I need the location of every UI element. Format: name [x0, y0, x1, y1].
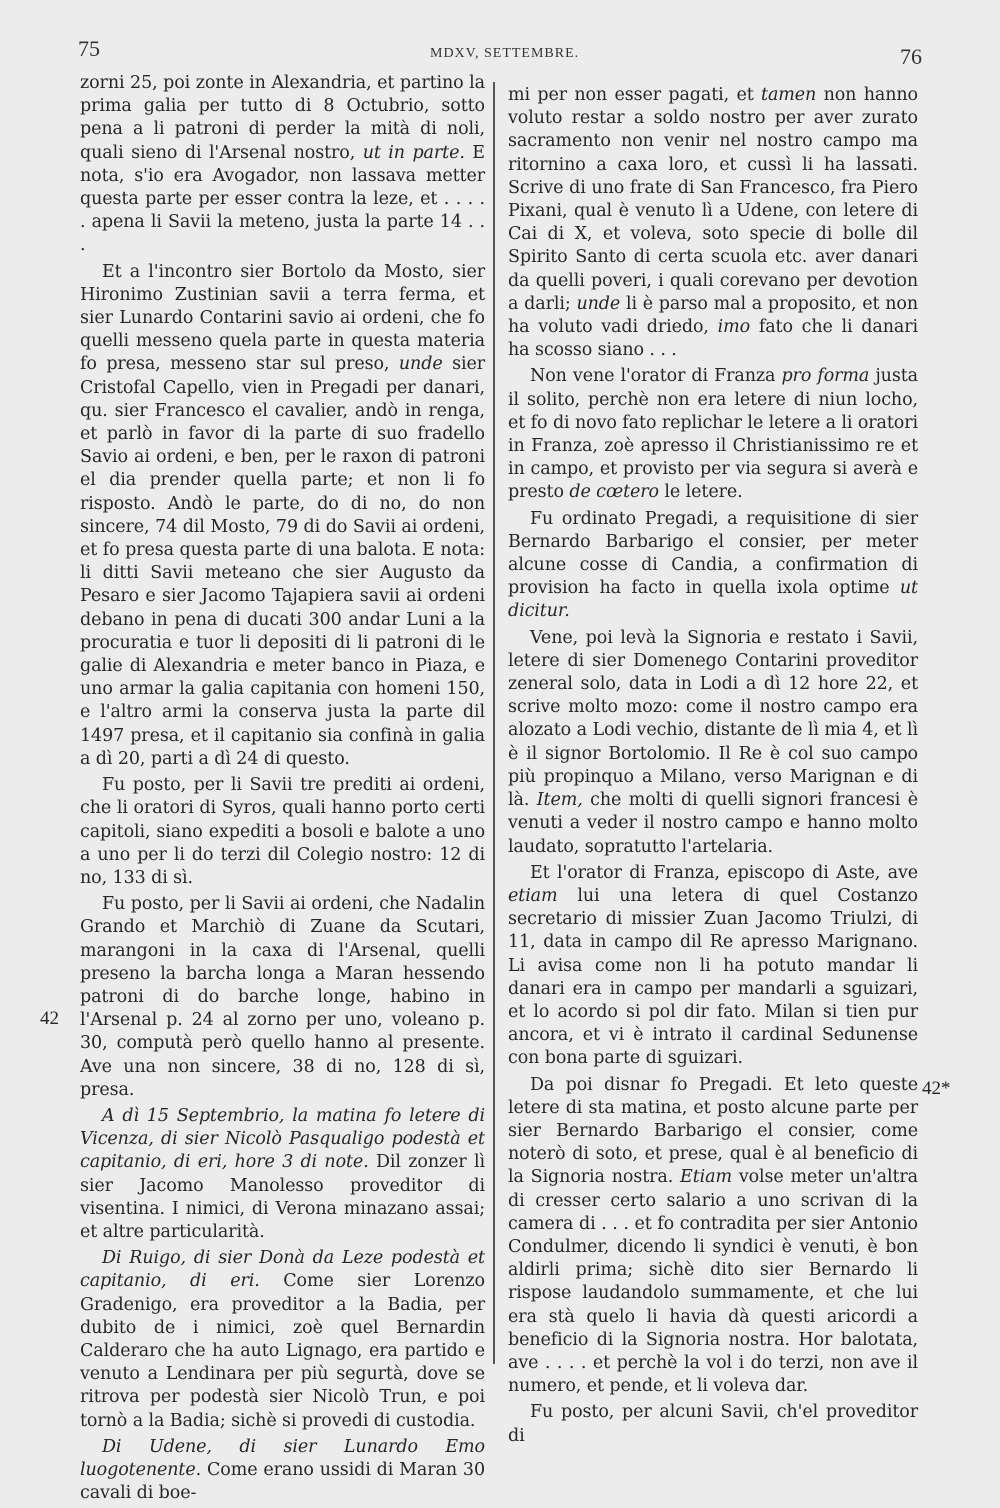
text-run: Et l'orator di Franza, episcopo di Aste, ave: [530, 862, 918, 883]
text-run: zorni 25, poi zonte in Alexandria, et partino la prima galia per tutto di 8 Octubrio, sotto pena a li patroni di perder la mità di noli, quali sieno di l'Arsenal nostro,: [80, 73, 485, 163]
italic-text: de cœtero: [569, 482, 659, 503]
text-run: non hanno voluto restar a soldo nostro per aver zurato sacramento non venir nel nostro campo ma ritornino a caxa loro, et cussì li ha lassati. Scrive di uno frate di San Francesco, fra Piero Pixani, qual è venuto lì a Udene, con letere di Cai di X, et voleva, soto specie di bolle dil Spirito Santo di certa scuola etc. aver danari da quelli poveri, i quali corevano per devotion a darli;: [508, 85, 918, 314]
paragraph: [508, 84, 918, 362]
italic-text: unde: [576, 293, 621, 314]
text-run: Non vene l'orator di Franza: [530, 366, 782, 387]
text-run: Et a l'incontro sier Bortolo da Mosto, sier Hironimo Zustinian savii a terra ferma, et sier Lunardo Contarini savio ai ordeni, che fo quelli messeno quela parte in questa materia fo presa, messeno star sul preso,: [80, 261, 485, 375]
text-run: Fu posto, per li Savii ai ordeni, che Nadalin Grando et Marchiò di Zuane da Scutari, marangoni in la caxa di l'Arsenal, quelli preseno la barcha longa a Maran hessendo patroni di do barche longe, habino in l'Arsenal p. 24 al zorno per uno, voleano p. 30, computà però quello hanno al presente. Ave una non sincere, 38 di no, 128 di sì, presa.: [80, 894, 485, 1100]
text-run: Dil zonzer lì sier Jacomo Manolesso proveditor di visentina. I nimici, di Verona minazano assai; et altre particularità.: [80, 1152, 485, 1242]
italic-text: imo: [717, 317, 751, 338]
text-run: li è parso mal a proposito, et non ha voluto vadi driedo,: [508, 293, 918, 338]
margin-note-right: 42*: [922, 1078, 951, 1099]
italic-text: A dì 15 Septembrio, la matina fo letere di Vicenza, di sier Nicolò Pasqualigo podestà et capitanio, di eri, hore 3 di note.: [80, 1105, 485, 1173]
italic-text: Item,: [536, 790, 583, 811]
text-run: lui una letera di quel Costanzo secretario di missier Zuan Jacomo Triulzi, di 11, data in campo dil Re apresso Marignano. Li avisa come non li ha potuto mandar li danari era in campo per mandarli a sguizari, et lo acordo si pol dir fato. Milan si tien pur ancora, et vi è intrato il cardinal Sedunense con bona parte di sguizari.: [508, 885, 918, 1069]
text-run: Da poi disnar fo Pregadi. Et leto queste letere di sta matina, et posto alcune parte per sier Bernardo Barbarigo el consier, come noterò di soto, et prese, qual è al beneficio di la Signoria nostra.: [508, 1074, 918, 1188]
paragraph: [80, 1436, 485, 1506]
paragraph: [508, 365, 918, 504]
text-run: sier Cristofal Capello, vien in Pregadi per danari, qu. sier Francesco el cavalier, andò in renga, et parlò in favor di la parte di suo fradello Savio ai ordeni, e ben, per le raxon di patroni el dia prender quella parte; et non li fo risposto. Andò le parte, do di no, do non sincere, 74 dil Mosto, 79 di do Savii ai ordeni, et fo presa questa parte di una balota. E nota: li ditti Savii meteano che sier Augusto da Pesaro e sier Jacomo Tajapiera savii ai ordeni debano in pena di ducati 300 andar Luni a la procuratia e tuor li depositi di li patroni di le galie di Alexandria e meter banco in Piaza, e uno armar la galia capitania con homeni 150, e l'altro armi la conserva justa la parte dil 1497 presa, et il capitanio sia confinà in galia a dì 20, parti a dì 24 di questo.: [80, 354, 485, 769]
running-title: MDXV, SETTEMBRE.: [430, 46, 580, 61]
text-run: mi per non esser pagati, et: [508, 85, 762, 105]
paragraph: [80, 1247, 485, 1433]
paragraph: [80, 1105, 485, 1244]
margin-note-left: 42: [40, 1008, 59, 1029]
italic-text: tamen: [761, 85, 817, 105]
column-divider: [493, 82, 495, 1364]
paragraph: [508, 1074, 918, 1399]
paragraph: [80, 774, 485, 890]
italic-text: ut in parte.: [362, 142, 465, 163]
text-run: che molti di quelli signori francesi è venuti a veder il nostro campo e hanno molto laudato, sopratutto l'artelaria.: [508, 790, 918, 857]
text-run: Fu posto, per alcuni Savii, ch'el proveditor di: [508, 1402, 918, 1446]
text-run: Fu posto, per li Savii tre prediti ai ordeni, che li oratori di Syros, quali hanno porto certi capitoli, siano expediti a bosoli e balote a uno a uno per li do terzi dil Colegio nostro: 12 di no, 133 di sì.: [80, 775, 485, 888]
italic-text: pro forma: [781, 366, 870, 387]
italic-text: unde: [398, 354, 443, 375]
paragraph: [80, 261, 485, 771]
page-number-left: 75: [78, 36, 100, 61]
text-run: le letere.: [658, 482, 743, 503]
left-column: [80, 72, 485, 1508]
paragraph: [80, 72, 485, 258]
italic-text: Di Udene, di sier Lunardo Emo luogotenente.: [80, 1436, 485, 1480]
italic-text: Etiam: [680, 1167, 732, 1188]
text-run: Come sier Lorenzo Gradenigo, era proveditor a la Badia, per dubito de i nimici, zoè quel Bernardin Calderaro che ha auto Lignago, era partido e venuto a Lendinara per più segurtà, dove se ritrova per podestà sier Nicolò Trun, e poi tornò a la Badia; sichè si provedi di custodia.: [80, 1271, 485, 1431]
text-run: volse meter un'altra di cresser certo salario a uno scrivan di la camera di . . . et fo contradita per sier Antonio Condulmer, dicendo li syndici è venuti, è bon aldirli prima; sichè dito sier Bernardo li rispose laudandolo summamente, et che lui era stà quelo li havia dà questi aricordi a beneficio di la Signoria nostra. Hor balotata, ave . . . . et perchè la vol i do terzi, non ave il numero, et pende, et li voleva dar.: [508, 1167, 918, 1397]
text-run: Fu ordinato Pregadi, a requisitione di sier Bernardo Barbarigo el consier, per meter alcune cosse di Candia, a confirmation di provision ha facto in quella ixola optime: [508, 508, 918, 599]
paragraph: [508, 508, 918, 624]
paragraph: [80, 893, 485, 1102]
text-run: E nota, s'io era Avogador, non lassava metter questa parte per esser contra la leze, et . . . . . apena li Savii la meteno, justa la parte 14 . . .: [80, 142, 485, 256]
italic-text: etiam: [508, 885, 558, 906]
italic-text: Di Ruigo, di sier Donà da Leze podestà et capitanio, di eri.: [80, 1248, 485, 1292]
text-run: fato che li danari ha scosso siano . . .: [508, 317, 918, 361]
paragraph: [508, 862, 918, 1071]
text-run: justa il solito, perchè non era letere di niun locho, et fo di novo fato replichar le letere a li oratori in Franza, zoè apresso il Christianissimo re et in campo, et provisto per via segura si averà e presto: [508, 366, 918, 503]
paragraph: [508, 1401, 918, 1447]
text-run: Vene, poi levà la Signoria e restato i Savii, letere di sier Domenego Contarini proveditor zeneral solo, data in Lodi a dì 12 hore 22, et scrive molto mozo: come il nostro campo era alozato a Lodi vechio, distante de lì mia 4, et lì è il signor Bortolomio. Il Re è col suo campo più propinquo a Milano, verso Marignan e di là.: [508, 627, 918, 811]
page-number-right: 76: [900, 44, 922, 69]
paragraph: [508, 627, 918, 859]
right-column: [508, 84, 918, 1451]
italic-text: ut dicitur.: [508, 578, 918, 622]
text-run: Come erano ussidi di Maran 30 cavali di boe-: [80, 1459, 485, 1504]
